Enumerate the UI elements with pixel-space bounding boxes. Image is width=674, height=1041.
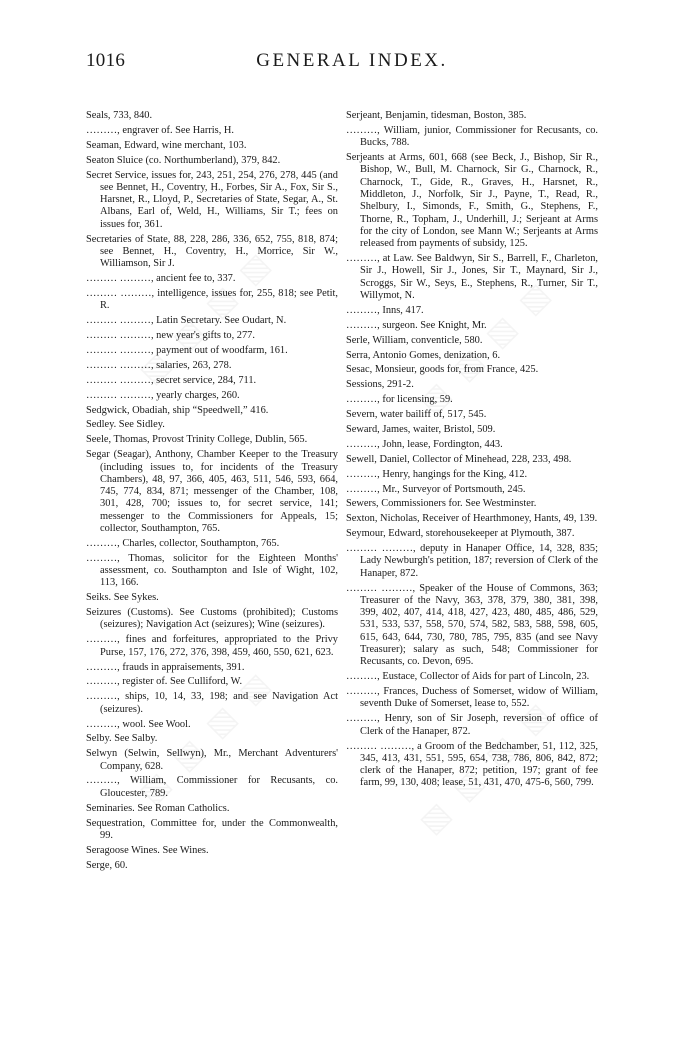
index-entry: ………, engraver of. See Harris, H. [86, 124, 235, 136]
index-entry: ………, register of. See Culliford, W. [86, 676, 243, 688]
index-entry: ………, John, lease, Fordington, 443. [346, 438, 503, 450]
index-entry: ……… ………, intelligence, issues for, 255, 818; see Petit, R. [86, 288, 338, 312]
index-entry: Seward, James, waiter, Bristol, 509. [346, 423, 496, 435]
index-entry: ………, Mr., Surveyor of Portsmouth, 245. [346, 483, 526, 495]
index-entry: ………, Eustace, Collector of Aids for part of Lincoln, 23. [346, 671, 590, 683]
index-entry: ………, Charles, collector, Southampton, 765. [86, 537, 280, 549]
index-entry: Sesac, Monsieur, goods for, from France, 425. [346, 364, 539, 376]
index-entry: ………, Henry, hangings for the King, 412. [346, 468, 528, 480]
index-entry: Selby. See Salby. [86, 733, 158, 745]
index-entry: Serjeants at Arms, 601, 668 (see Beck, J., Bishop, Sir R., Bishop, W., Bull, M. Charnock, Sir G., Charnock, R., Charnock, T., Gide, R., Graves, H., Harsnet, R., Middleton, J., Norfolk, Sir J., Payne, T., Read, R., Shelbury, I., Simonds, F., Smith, G., Stephens, F., Thorne, R., Topham, J., Underhill, J.; Serjeant at Arms for the city of London, see Mann W.; Serjeants at Arms released from payments of subsidy, 125. [346, 152, 598, 250]
index-entry: Sewers, Commissioners for. See Westminster. [346, 498, 537, 510]
index-entry: ……… ………, payment out of woodfarm, 161. [86, 344, 288, 356]
index-entry: ………, Inns, 417. [346, 304, 424, 316]
index-entry: Secret Service, issues for, 243, 251, 254, 276, 278, 445 (and see Bennet, H., Coventry, H., Forbes, Sir A., Fox, Sir S., Harsnet, R., Lloyd, P., Secretaries of State, Segar, A., St. Albans, Earl of, Weld, H., Williams, Sir T.; fees on issues for, 361. [86, 169, 338, 230]
index-entry: Serge, 60. [86, 859, 128, 871]
index-entry: ………, at Law. See Baldwyn, Sir S., Barrell, F., Charleton, Sir J., Howell, Sir J., Jones, Sir T., Maynard, Sir J., Scroggs, Sir W., Seys, E., Stephens, R., Turner, Sir T., Willymot, N. [346, 253, 598, 301]
index-entry: ……… ………, a Groom of the Bedchamber, 51, 112, 325, 345, 413, 431, 551, 595, 654, 738, 786, 806, 842, 872; clerk of the Hanaper, 872; petition, 197; grant of fee farm, 99, 130, 408; lease, 51, 431, 470, 475-6, 560, 799. [346, 740, 598, 789]
index-entry: Serra, Antonio Gomes, denization, 6. [346, 349, 501, 361]
index-entry: ……… ………, Speaker of the House of Commons, 363; Treasurer of the Navy, 363, 378, 379, 380, 381, 398, 399, 402, 407, 414, 418, 427, 423, 480, 485, 486, 529, 531, 533, 537, 558, 570, 574, 582, 583, 588, 598, 605, 615, 643, 644, 730, 780, 785, 795, 835 (and see Navy Treasurer); salary as such, 548; Commissioner for Recusants, co. Devon, 695. [346, 582, 598, 668]
index-entry: ……… ………, ancient fee to, 337. [86, 273, 236, 285]
index-entry: Sedgwick, Obadiah, ship “Speedwell,” 416. [86, 404, 269, 416]
index-entry: ………, fines and forfeitures, appropriated to the Privy Purse, 157, 176, 272, 376, 398, 459, 460, 550, 621, 623. [86, 634, 338, 658]
index-entry: ……… ………, deputy in Hanaper Office, 14, 328, 835; Lady Newburgh's petition, 187; reversion of Clerk of the Hanaper, 872. [346, 543, 598, 579]
index-entry: ……… ………, yearly charges, 260. [86, 389, 240, 401]
index-entry: Segar (Seagar), Anthony, Chamber Keeper to the Treasury (including issues to, for incidents of the Treasury Chambers), 48, 97, 366, 405, 463, 511, 546, 593, 664, 745, 774, 834, 871; messenger of the Chamber, 108, 301, 428, 700; issues to, for secret service, 141; messenger to the Commissioners for Appeals, 15; collector, Southampton, 765. [86, 449, 338, 534]
index-entry: ……… ………, secret service, 284, 711. [86, 374, 257, 386]
index-entry: Serjeant, Benjamin, tidesman, Boston, 385. [346, 110, 527, 121]
index-entry: ………, ships, 10, 14, 33, 198; and see Navigation Act (seizures). [86, 691, 338, 715]
index-entry: Serle, William, conventicle, 580. [346, 334, 483, 346]
index-entry: Selwyn (Selwin, Sellwyn), Mr., Merchant Adventurers' Company, 628. [86, 748, 338, 772]
index-entry: ………, Henry, son of Sir Joseph, reversion of office of Clerk of the Hanaper, 872. [346, 713, 598, 737]
page-number: 1016 [86, 50, 126, 71]
index-entry: Seaton Sluice (co. Northumberland), 379, 842. [86, 154, 281, 166]
index-entry: ………, Frances, Duchess of Somerset, widow of William, seventh Duke of Somerset, lease to, 552. [346, 686, 598, 710]
index-column-right [346, 110, 598, 792]
index-entry: Sequestration, Committee for, under the Commonwealth, 99. [86, 817, 338, 841]
index-entry: ………, William, junior, Commissioner for Recusants, co. Bucks, 788. [346, 124, 598, 149]
index-entry: ……… ………, Latin Secretary. See Oudart, N. [86, 315, 287, 327]
index-entry: ………, Thomas, solicitor for the Eighteen Months' assessment, co. Southampton and Isle of Wight, 102, 113, 166. [86, 552, 338, 589]
index-entry: ……… ………, salaries, 263, 278. [86, 359, 232, 371]
index-entry: Seminaries. See Roman Catholics. [86, 802, 230, 814]
index-entry: Seaman, Edward, wine merchant, 103. [86, 139, 247, 151]
index-entry: ………, frauds in appraisements, 391. [86, 661, 245, 673]
index-entry: Sewell, Daniel, Collector of Minehead, 228, 233, 498. [346, 453, 572, 465]
index-entry: ………, for licensing, 59. [346, 394, 453, 406]
page-title: GENERAL INDEX. [256, 50, 448, 71]
index-entry: Severn, water bailiff of, 517, 545. [346, 409, 487, 421]
index-entry: ………, surgeon. See Knight, Mr. [346, 319, 487, 331]
index-entry: Sexton, Nicholas, Receiver of Hearthmoney, Hants, 49, 139. [346, 513, 598, 525]
index-entry: ………, wool. See Wool. [86, 718, 191, 730]
index-entry: ………, William, Commissioner for Recusants, co. Gloucester, 789. [86, 775, 338, 799]
index-entry: Seragoose Wines. See Wines. [86, 844, 209, 856]
index-entry: Seele, Thomas, Provost Trinity College, Dublin, 565. [86, 434, 308, 446]
index-entry: Seals, 733, 840. [86, 110, 153, 121]
index-entry: Secretaries of State, 88, 228, 286, 336, 652, 755, 818, 874; see Bennet, H., Coventry, H., Morrice, Sir W., Williamson, Sir J. [86, 233, 338, 270]
index-entry: Sessions, 291-2. [346, 379, 414, 391]
index-entry: Seizures (Customs). See Customs (prohibited); Customs (seizures); Navigation Act (seizures); Wine (seizures). [86, 607, 338, 631]
index-entry: ……… ………, new year's gifts to, 277. [86, 330, 255, 342]
index-column-left [86, 110, 338, 875]
index-entry: Sedley. See Sidley. [86, 419, 165, 431]
page-header [86, 50, 596, 76]
index-entry: Seymour, Edward, storehousekeeper at Plymouth, 387. [346, 528, 575, 540]
index-entry: Seiks. See Sykes. [86, 592, 159, 604]
